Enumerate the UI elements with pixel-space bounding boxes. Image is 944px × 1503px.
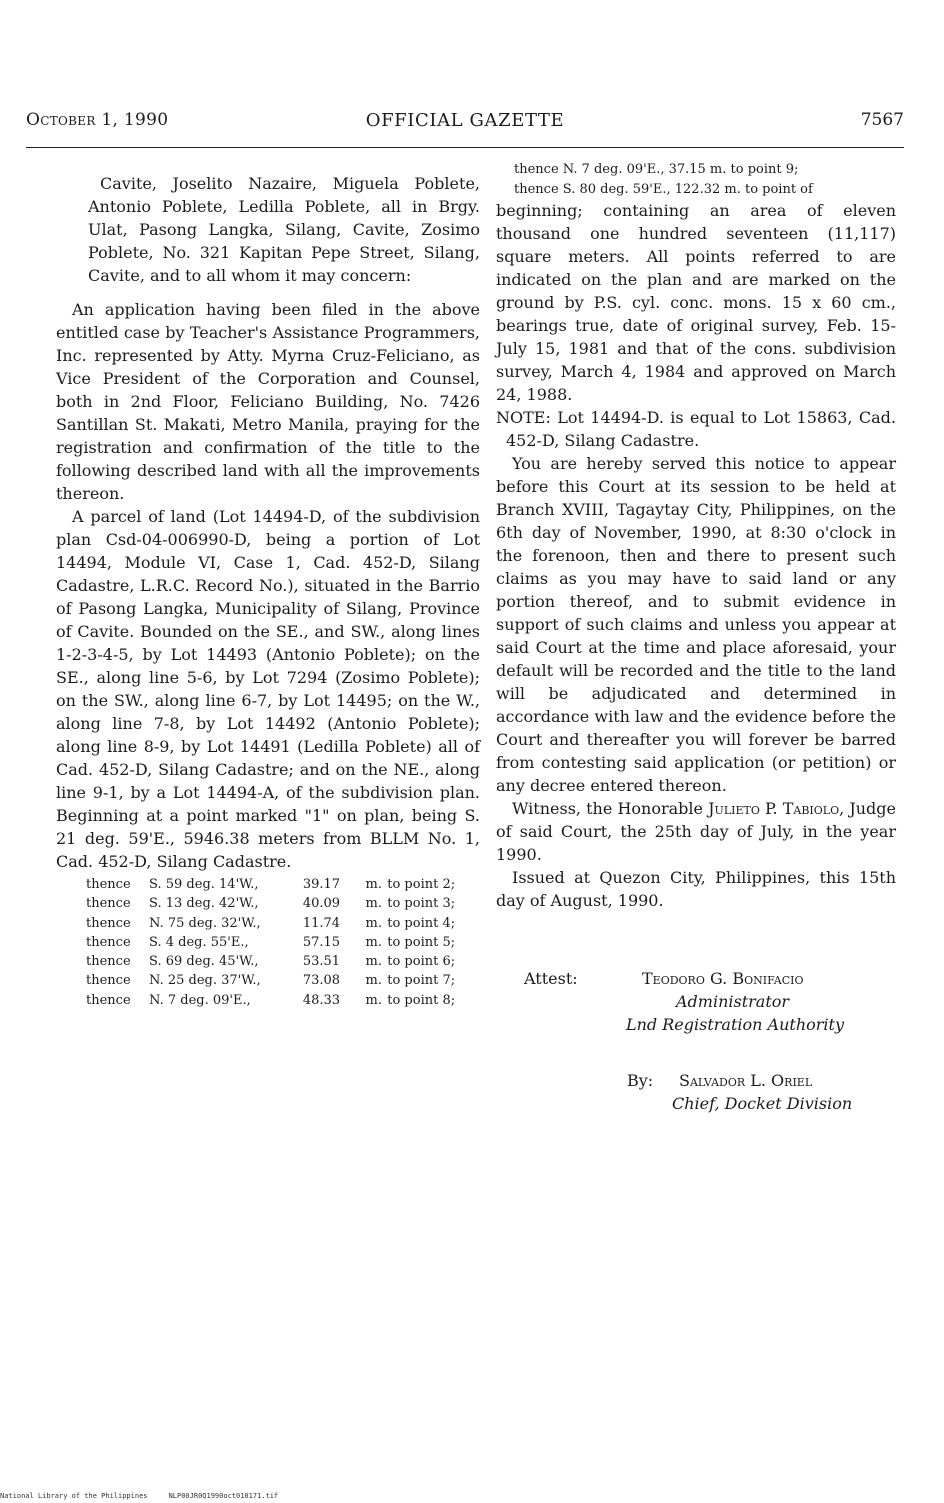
- attest-title: Administrator: [676, 992, 790, 1011]
- bearing-distance: 57.15: [302, 934, 341, 950]
- application-paragraph: An application having been filed in the above entitled case by Teacher's Assistance Programmers, Inc. represented by Atty. Myrna Cruz-Feliciano, as Vice President of the Corporation and Counsel, both in 2nd Floor, Feliciano Building, No. 7426 Santillan St. Makati, Metro Manila, praying for the registration and confirmation of the title to the following described land with all the improvements thereon.: [56, 300, 480, 503]
- bearing-bearing: S. 69 deg. 45'W.,: [149, 954, 259, 970]
- bearing-unit: m.: [365, 915, 382, 931]
- bearing-bearing: N. 75 deg. 32'W.,: [149, 915, 261, 931]
- bearing-distance: 48.33: [302, 992, 341, 1008]
- bearing-unit: m.: [365, 877, 382, 892]
- bearing-unit: m.: [365, 896, 382, 912]
- bearing-unit: m.: [365, 973, 382, 989]
- attest-name: Teodoro G. Bonifacio: [642, 969, 804, 988]
- bearing-line-beginning: thence S. 80 deg. 59'E., 122.32 m. to point of: [514, 181, 813, 197]
- witness-suffix: , Judge of said Court, the 25th day of July, in the year 1990.: [496, 799, 897, 864]
- issue-date: October 1, 1990: [26, 110, 169, 130]
- bearings-table: [86, 875, 480, 1010]
- witness-prefix: Witness, the Honorable: [512, 799, 703, 818]
- parcel-paragraph: A parcel of land (Lot 14494-D, of the subdivision plan Csd-04-006990-D, being a portion of Lot 14494, Module VI, Case 1, Cad. 452-D, Silang Cadastre, L.R.C. Record No.), situated in the Barrio of Pasong Langka, Municipality of Silang, Province of Cavite. Bounded on the SE., and SW., along lines 1-2-3-4-5, by Lot 14493 (Antonio Poblete); on the SE., along line 5-6, by Lot 7294 (Zosimo Poblete); on the SW., along line 6-7, by Lot 14495; on the W., along line 7-8, by Lot 14492 (Antonio Poblete); along line 8-9, by Lot 14491 (Ledilla Poblete) all of Cad. 452-D, Silang Cadastre; and on the NE., along line 9-1, by a Lot 14494-A, of the subdivision plan. Beginning at a point marked "1" on plan, being S. 21 deg. 59'E., 5946.38 meters from BLLM No. 1, Cad. 452-D, Silang Cadastre.: [56, 507, 480, 871]
- bearing-distance: 73.08: [302, 973, 341, 989]
- bearing-row: [86, 971, 480, 990]
- bearing-unit: m.: [365, 992, 382, 1008]
- notice-paragraph: You are hereby served this notice to appear before this Court at its session to be held at Branch XVIII, Tagaytay City, Philippines, on the 6th day of November, 1990, at 8:30 o'clock in the forenoon, then and there to present such claims as you may have to said land or any portion thereof, and to submit evidence in support of such claims and unless you appear at said Court at the time and place aforesaid, your default will be recorded and the title to the land will be adjudicated and determined in accordance with law and the evidence before the Court and thereafter you will forever be barred from contesting said application (or petition) or any decree entered thereon.: [496, 454, 896, 795]
- scan-footer: National Library of the Philippines NLP00JR0Q1990oct010171.tif: [0, 1492, 279, 1500]
- judge-name: Julieto P. Tabiolo: [708, 799, 840, 818]
- left-column: [56, 172, 480, 1010]
- area-paragraph: beginning; containing an area of eleven thousand one hundred seventeen (11,117) square meters. All points referred to are indicated on the plan and are marked on the ground by P.S. cyl. conc. mons. 15 x 60 cm., bearings true, date of original survey, Feb. 15-July 15, 1981 and that of the cons. subdivision survey, March 4, 1984 and approved on March 24, 1988.: [496, 201, 896, 404]
- bearing-target: to point 8;: [387, 992, 456, 1008]
- bearing-row: [86, 914, 480, 933]
- bearing-lead: thence: [86, 954, 131, 970]
- header-rule: [26, 147, 904, 148]
- bearing-distance: 39.17: [302, 877, 341, 892]
- bearing-row: [86, 875, 480, 894]
- bearing-target: to point 5;: [387, 934, 456, 950]
- bearing-bearing: S. 4 deg. 55'E.,: [149, 934, 249, 950]
- page-header: [26, 110, 904, 136]
- bearing-bearing: N. 25 deg. 37'W.,: [149, 973, 261, 989]
- bearing-distance: 53.51: [302, 954, 341, 970]
- by-title: Chief, Docket Division: [672, 1094, 853, 1113]
- bearing-bearing: S. 59 deg. 14'W.,: [149, 877, 259, 892]
- publication-title: OFFICIAL GAZETTE: [365, 110, 565, 131]
- bearing-lead: thence: [86, 992, 131, 1008]
- bearing-lead: thence: [86, 934, 131, 950]
- bearing-distance: 11.74: [302, 915, 341, 931]
- bearing-lead: thence: [86, 877, 131, 892]
- attest-label: Attest:: [524, 969, 578, 988]
- bearing-lead: thence: [86, 896, 131, 912]
- bearing-bearing: N. 7 deg. 09'E.,: [149, 992, 251, 1008]
- bearing-row: [86, 991, 480, 1010]
- bearing-bearing: S. 13 deg. 42'W.,: [149, 896, 259, 912]
- by-name: Salvador L. Oriel: [679, 1071, 813, 1090]
- bearing-row: [86, 933, 480, 952]
- right-column: [496, 160, 896, 912]
- bearing-lead: thence: [86, 915, 131, 931]
- bearing-row: [86, 952, 480, 971]
- bearing-line-9: thence N. 7 deg. 09'E., 37.15 m. to point 9;: [514, 162, 799, 177]
- issued-paragraph: Issued at Quezon City, Philippines, this 15th day of August, 1990.: [496, 868, 896, 910]
- witness-paragraph: [496, 797, 896, 866]
- bearing-target: to point 4;: [387, 915, 456, 931]
- bearing-target: to point 7;: [387, 973, 456, 989]
- bearing-row: [86, 894, 480, 913]
- bearing-target: to point 2;: [387, 877, 456, 892]
- bearing-target: to point 6;: [387, 954, 456, 970]
- bearing-distance: 40.09: [302, 896, 341, 912]
- address-block: Cavite, Joselito Nazaire, Miguela Poblete, Antonio Poblete, Ledilla Poblete, all in Brgy. Ulat, Pasong Langka, Silang, Cavite, Zosimo Poblete, No. 321 Kapitan Pepe Street, Silang, Cavite, and to all whom it may concern:: [88, 174, 480, 285]
- bearing-target: to point 3;: [387, 896, 456, 912]
- attest-org: Lnd Registration Authority: [626, 1015, 844, 1034]
- note-paragraph: NOTE: Lot 14494-D. is equal to Lot 15863, Cad. 452-D, Silang Cadastre.: [496, 408, 896, 450]
- by-label: By:: [627, 1071, 654, 1090]
- bearing-unit: m.: [365, 934, 382, 950]
- page-number: 7567: [860, 110, 904, 130]
- bearing-unit: m.: [365, 954, 382, 970]
- bearing-lead: thence: [86, 973, 131, 989]
